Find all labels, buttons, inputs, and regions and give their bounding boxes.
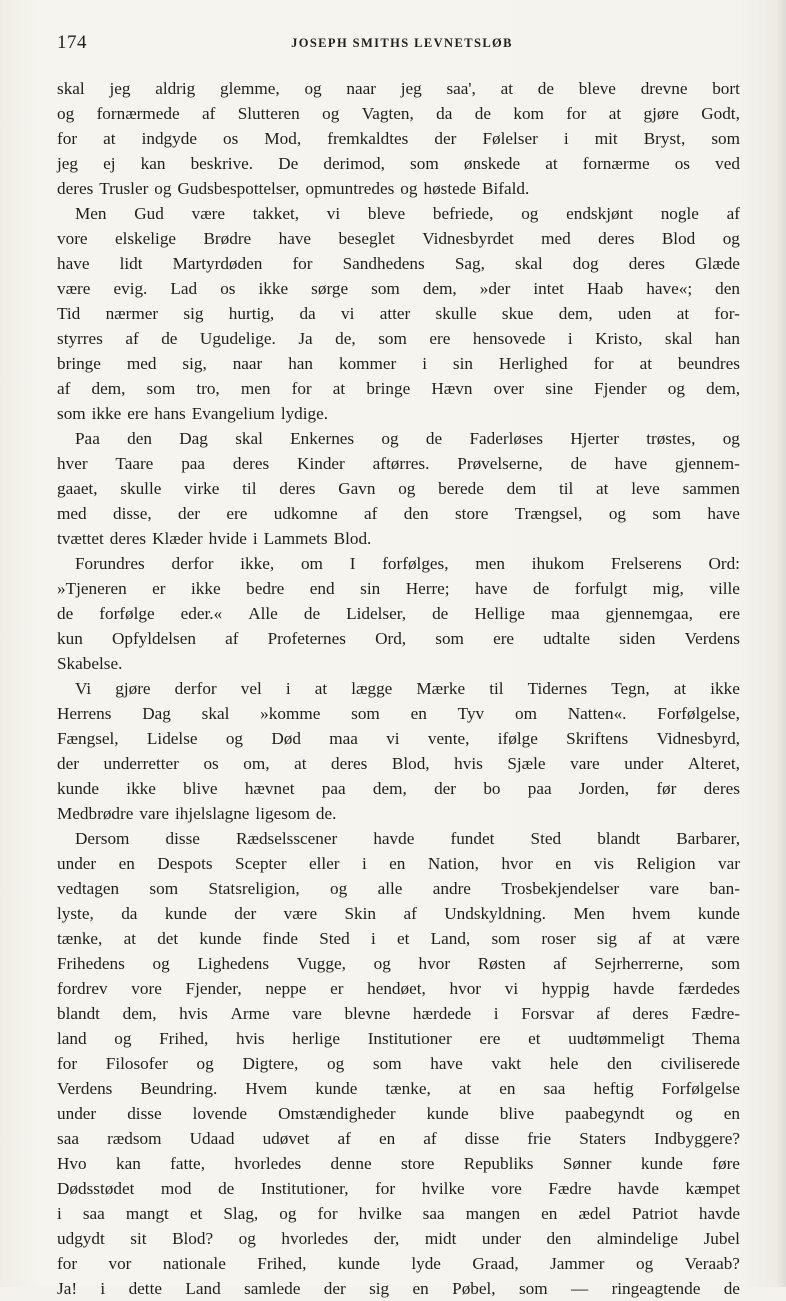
text-line: under en Despots Scepter eller i en Nation, hvor en vis Religion var — [57, 854, 740, 873]
text-line: Herrens Dag skal »komme som en Tyv om Natten«. Forfølgelse, — [57, 704, 740, 723]
text-line: blandt dem, hvis Arme vare blevne hærdede i Forsvar af deres Fædre- — [57, 1004, 740, 1023]
text-line: »Tjeneren er ikke bedre end sin Herre; have de forfulgt mig, ville — [57, 579, 740, 598]
body-text — [57, 76, 740, 1301]
text-line: der underretter os om, at deres Blod, hvis Sjæle vare under Alteret, — [57, 754, 740, 773]
running-title: JOSEPH SMITHS LEVNETSLØB — [291, 36, 513, 50]
text-line: hver Taare paa deres Kinder aftørres. Prøvelserne, de have gjennem- — [57, 454, 740, 473]
text-line: under disse lovende Omstændigheder kunde blive paabegyndt og en — [57, 1104, 740, 1123]
text-line: Skabelse. — [57, 654, 123, 673]
text-line: skal jeg aldrig glemme, og naar jeg saa', at de bleve drevne bort — [57, 79, 740, 98]
text-line: kun Opfyldelsen af Profeternes Ord, som ere udtalte siden Verdens — [57, 629, 740, 648]
text-line: Hvo kan fatte, hvorledes denne store Republiks Sønner kunde føre — [57, 1154, 740, 1173]
text-line: Medbrødre vare ihjelslagne ligesom de. — [57, 804, 337, 823]
page-edge-shadow — [776, 0, 786, 1287]
text-line: Forundres derfor ikke, om I forfølges, men ihukom Frelserens Ord: — [75, 554, 740, 573]
text-line: i saa mangt et Slag, og for hvilke saa mangen en ædel Patriot havde — [57, 1204, 740, 1223]
text-line: de forfølge eder.« Alle de Lidelser, de Hellige maa gjennemgaa, ere — [57, 604, 740, 623]
text-line: fordrev vore Fjender, neppe er hendøet, hvor vi hyppig havde færdedes — [57, 979, 740, 998]
text-line: udgydt sit Blod? og hvorledes der, midt under den almindelige Jubel — [57, 1229, 740, 1248]
text-line: være evig. Lad os ikke sørge som dem, »der intet Haab have«; den — [57, 279, 740, 298]
text-line: land og Frihed, hvis herlige Institutioner ere et uudtømmeligt Thema — [57, 1029, 740, 1048]
text-line: saa rædsom Udaad udøvet af en af disse frie Staters Indbyggere? — [57, 1129, 740, 1148]
text-line: kunde ikke blive hævnet paa dem, der bo paa Jorden, før deres — [57, 779, 740, 798]
text-line: Verdens Beundring. Hvem kunde tænke, at en saa heftig Forfølgelse — [57, 1079, 740, 1098]
text-line: bringe med sig, naar han kommer i sin Herlighed for at beundres — [57, 354, 740, 373]
text-line: med disse, der ere udkomne af den store Trængsel, og som have — [57, 504, 740, 523]
text-line: Ja! i dette Land samlede der sig en Pøbel, som — ringeagtende de — [57, 1279, 740, 1298]
text-line: Paa den Dag skal Enkernes og de Faderløses Hjerter trøstes, og — [75, 429, 740, 448]
text-line: Fængsel, Lidelse og Død maa vi vente, ifølge Skriftens Vidnesbyrd, — [57, 729, 740, 748]
text-line: gaaet, skulle virke til deres Gavn og berede dem til at leve sammen — [57, 479, 740, 498]
text-line: jeg ej kan beskrive. De derimod, som ønskede at fornærme os ved — [57, 154, 740, 173]
page-number: 174 — [57, 32, 87, 53]
text-line: deres Trusler og Gudsbespottelser, opmuntredes og høstede Bifald. — [57, 179, 530, 198]
text-line: vedtagen som Statsreligion, og alle andre Trosbekjendelser vare ban- — [57, 879, 740, 898]
text-line: af dem, som tro, men for at bringe Hævn over sine Fjender og dem, — [57, 379, 740, 398]
text-line: have lidt Martyrdøden for Sandhedens Sag, skal dog deres Glæde — [57, 254, 740, 273]
text-line: som ikke ere hans Evangelium lydige. — [57, 404, 329, 423]
text-line: Men Gud være takket, vi bleve befriede, og endskjønt nogle af — [75, 204, 740, 223]
text-line: Frihedens og Lighedens Vugge, og hvor Røsten af Sejrherrerne, som — [57, 954, 740, 973]
text-line: for at indgyde os Mod, fremkaldtes der Følelser i mit Bryst, som — [57, 129, 740, 148]
text-line: Dødsstødet mod de Institutioner, for hvilke vore Fædre havde kæmpet — [57, 1179, 740, 1198]
text-line: vore elskelige Brødre have beseglet Vidnesbyrdet med deres Blod og — [57, 229, 740, 248]
page-header — [57, 32, 747, 58]
text-line: Tid nærmer sig hurtig, da vi atter skulle skue dem, uden at for- — [57, 304, 740, 323]
text-line: styrres af de Ugudelige. Ja de, som ere hensovede i Kristo, skal han — [57, 329, 740, 348]
text-line: Dersom disse Rædselsscener havde fundet Sted blandt Barbarer, — [75, 829, 740, 848]
text-line: tvættet deres Klæder hvide i Lammets Blod. — [57, 529, 372, 548]
text-line: for Filosofer og Digtere, og som have vakt hele den civiliserede — [57, 1054, 740, 1073]
text-line: og fornærmede af Slutteren og Vagten, da de kom for at gjøre Godt, — [57, 104, 740, 123]
text-line: tænke, at det kunde finde Sted i et Land, som roser sig af at være — [57, 929, 740, 948]
text-line: Vi gjøre derfor vel i at lægge Mærke til Tidernes Tegn, at ikke — [75, 679, 740, 698]
text-line: lyste, da kunde der være Skin af Undskyldning. Men hvem kunde — [57, 904, 740, 923]
text-line: for vor nationale Frihed, kunde lyde Graad, Jammer og Veraab? — [57, 1254, 740, 1273]
